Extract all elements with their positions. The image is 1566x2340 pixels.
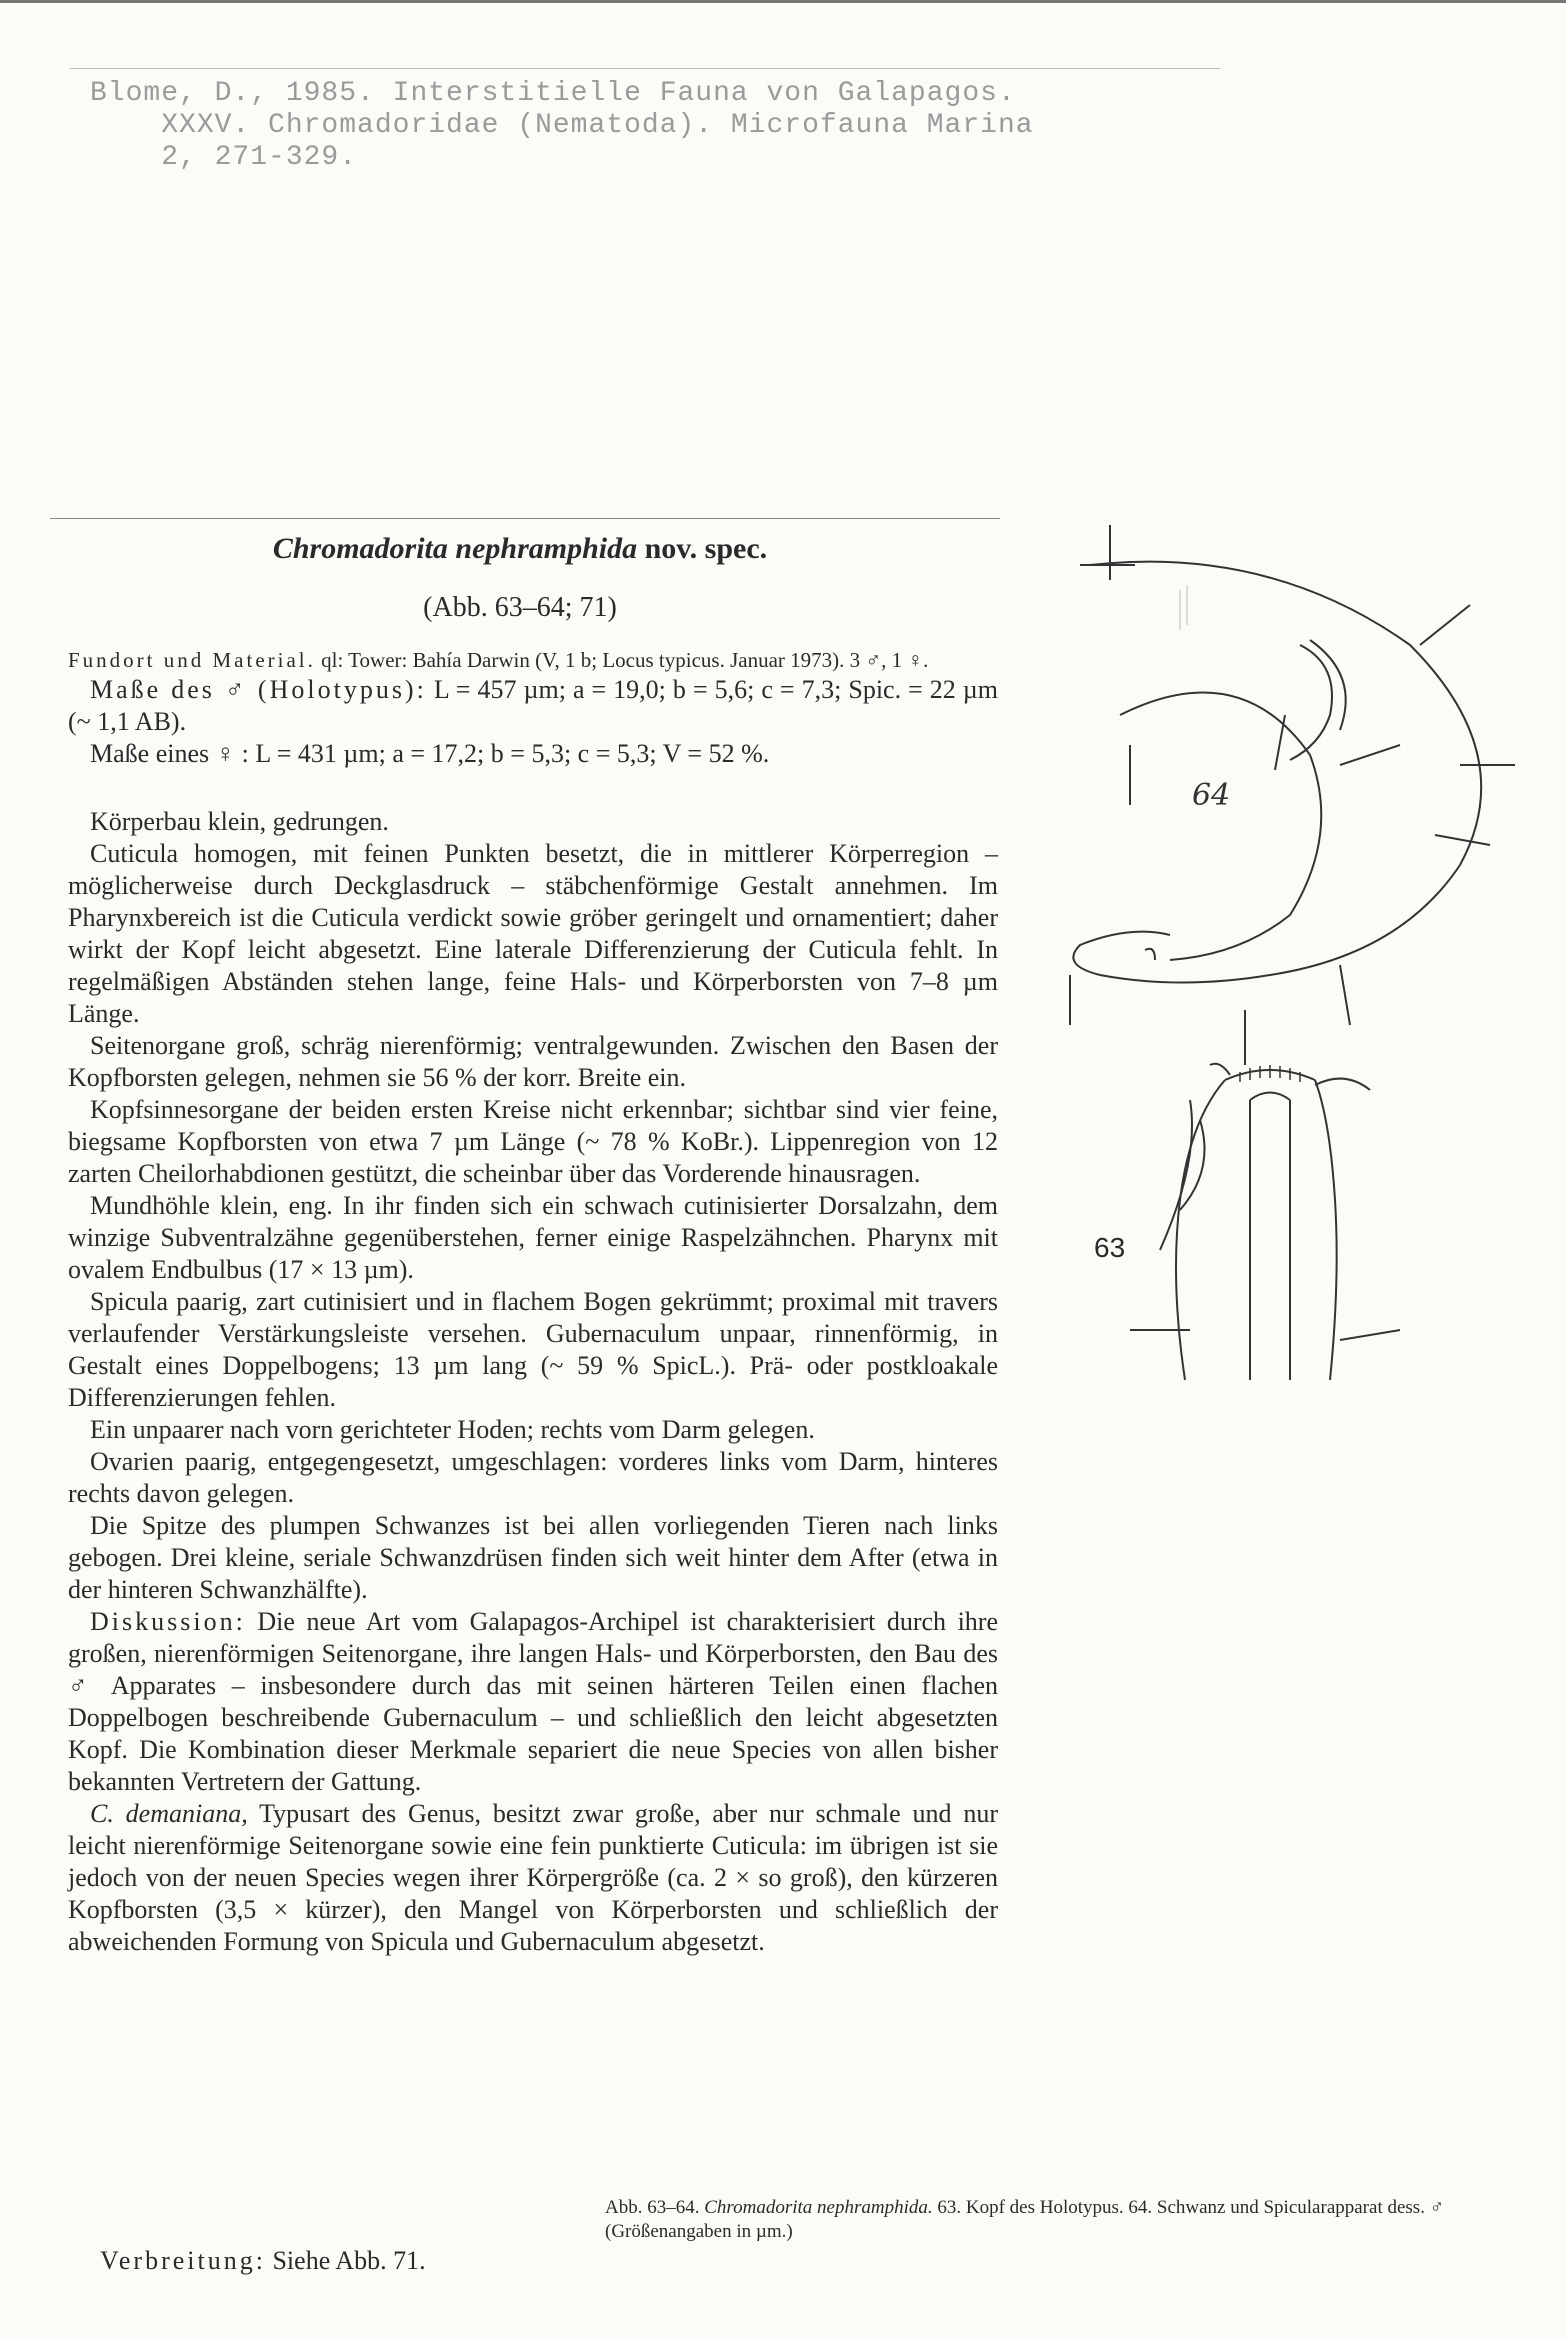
caption-species: Chromadorita nephramphida. bbox=[704, 2197, 933, 2218]
caption-text: 63. Kopf des Holotypus. 64. Schwanz und Spicularapparat dess. ♂ (Größenangaben in µm.) bbox=[605, 2197, 1444, 2242]
citation-line-3: 2, 271-329. bbox=[90, 142, 358, 173]
cephalic-seta-left bbox=[1210, 1064, 1230, 1075]
figure-reference: (Abb. 63–64; 71) bbox=[423, 592, 617, 623]
paragraph-seitenorgane: Seitenorgane groß, schräg nierenförmig; ventralgewunden. Zwischen den Basen der Kopfborsten gelegen, nehmen sie 56 % der korr. Breite ein. bbox=[68, 1031, 998, 1092]
paragraph-ovarien: Ovarien paarig, entgegengesetzt, umgeschlagen: vorderes links vom Darm, hinteres rechts davon gelegen. bbox=[68, 1447, 998, 1508]
masse-male-label: Maße des ♂ (Holotypus): bbox=[90, 675, 427, 704]
verbreitung-text: Siehe Abb. 71. bbox=[272, 2246, 426, 2275]
demaniana-text: Typusart des Genus, besitzt zwar große, aber nur schmale und nur leicht nierenförmige Seitenorgane sowie eine fein punktierte Cuticula: im übrigen ist sie jedoch von der neuen Species wegen ihrer Körpergröße (ca. 2 × so groß), den kürzeren Kopfborsten (3,5 × kürzer), den Mangel von Körperborsten und schließlich der abweichenden Formung von Spicula und Gubernaculum abgesetzt. bbox=[68, 1799, 999, 1956]
species-description bbox=[68, 646, 998, 1958]
seta-4 bbox=[1435, 835, 1490, 845]
citation-header bbox=[90, 78, 1290, 174]
demaniana-species: C. demaniana, bbox=[90, 1799, 248, 1828]
figure-63-label: 63 bbox=[1094, 1232, 1126, 1263]
paragraph-mundhoehle: Mundhöhle klein, eng. In ihr finden sich ein schwach cutinisierter Dorsalzahn, dem winzige Subventralzähne gegenüberstehen, ferner einige Raspelzähnchen. Pharynx mit ovalem Endbulbus (17 × 13 µm). bbox=[68, 1191, 998, 1284]
paragraph-spicula: Spicula paarig, zart cutinisiert und in flachem Bogen gekrümmt; proximal mit travers verlaufender Verstärkungsleiste versehen. Gubernaculum unpaar, rinnenförmig, in Gestalt eines Doppelbogens; 13 µm lang (~ 59 % SpicL.). Prä- oder postkloakale Differenzierungen fehlen. bbox=[68, 1287, 998, 1412]
paragraph-cuticula: Cuticula homogen, mit feinen Punkten besetzt, die in mittlerer Körperregion – möglicherweise durch Deckglasdruck – stäbchenförmige Gestalt annehmen. Im Pharynxbereich ist die Cuticula verdickt sowie gröber geringelt und ornamentiert; daher wirkt der Kopf leicht abgesetzt. Eine laterale Differenzierung der Cuticula fehlt. In regelmäßigen Abständen stehen lange, feine Hals- und Körperborsten von 7–8 µm Länge. bbox=[68, 839, 998, 1028]
fundort-label: Fundort und Material. bbox=[68, 648, 316, 672]
amphid-left bbox=[1160, 1100, 1192, 1250]
figure-63-head-drawing bbox=[1130, 1060, 1530, 1380]
fundort-paragraph bbox=[68, 646, 998, 674]
paragraph-demaniana bbox=[68, 1798, 998, 1958]
species-name: Chromadorita nephramphida bbox=[272, 532, 638, 565]
paragraph-koerperbau: Körperbau klein, gedrungen. bbox=[90, 807, 389, 836]
diskussion-label: Diskussion: bbox=[90, 1607, 246, 1636]
figure-64-tail-drawing bbox=[1040, 505, 1560, 1065]
head-outline-right bbox=[1315, 1080, 1337, 1380]
neck-seta-right bbox=[1340, 1330, 1400, 1340]
paragraph-hoden: Ein unpaarer nach vorn gerichteter Hoden; rechts vom Darm gelegen. bbox=[90, 1415, 815, 1444]
caption-prefix: Abb. 63–64. bbox=[605, 2197, 700, 2218]
diskussion-text: Die neue Art vom Galapagos-Archipel ist charakterisiert durch ihre großen, nierenförmigen Seitenorgane, ihre langen Hals- und Körperborsten, den Bau des ♂ Apparates – insbesondere durch das mit seinen härteren Teilen einen flachen Doppelbogen beschreibende Gubernaculum – und schließlich den leicht abgesetzten Kopf. Die Kombination dieser Merkmale separiert die neue Species von allen bisher bekannten Vertretern der Gattung. bbox=[68, 1607, 998, 1796]
masse-male bbox=[68, 674, 998, 738]
tail-inner-outline bbox=[1120, 693, 1321, 961]
seta-7 bbox=[1275, 715, 1285, 770]
citation-line-1: Blome, D., 1985. Interstitielle Fauna von Galapagos. bbox=[90, 78, 1016, 109]
cephalic-seta-right bbox=[1315, 1079, 1370, 1090]
title-rule bbox=[50, 518, 1000, 519]
species-suffix: nov. spec. bbox=[644, 532, 768, 565]
figure-caption bbox=[605, 2196, 1560, 2244]
masse-female: Maße eines ♀ : L = 431 µm; a = 17,2; b = 5,3; c = 5,3; V = 52 %. bbox=[90, 739, 770, 768]
citation-line-2: XXXV. Chromadoridae (Nematoda). Microfauna Marina bbox=[90, 110, 1034, 141]
anal-mark bbox=[1145, 949, 1155, 960]
paragraph-schwanz: Die Spitze des plumpen Schwanzes ist bei allen vorliegenden Tieren nach links gebogen. Drei kleine, seriale Schwanzdrüsen finden sich weit hinter dem After (etwa in der hinteren Schwanzhälfte). bbox=[68, 1511, 998, 1604]
verbreitung bbox=[100, 2246, 426, 2276]
seta-10 bbox=[1340, 965, 1350, 1025]
seta-3 bbox=[1420, 605, 1470, 645]
tail-tip bbox=[1073, 932, 1170, 975]
fundort-text: ql: Tower: Bahía Darwin (V, 1 b; Locus typicus. Januar 1973). 3 ♂, 1 ♀. bbox=[321, 648, 929, 672]
seta-8 bbox=[1340, 745, 1400, 765]
species-title bbox=[0, 532, 1040, 566]
gubernaculum bbox=[1310, 640, 1346, 730]
verbreitung-label: Verbreitung: bbox=[100, 2246, 266, 2275]
paragraph-diskussion bbox=[68, 1606, 998, 1798]
page-top-rule bbox=[0, 0, 1566, 3]
paragraph-kopfsinnesorgane: Kopfsinnesorgane der beiden ersten Kreise nicht erkennbar; sichtbar sind vier feine, biegsame Kopfborsten von etwa 7 µm Länge (~ 78 % KoBr.). Lippenregion von 12 zarten Cheilorhabdionen gestützt, die scheinbar über das Vorderende hinausragen. bbox=[68, 1095, 998, 1188]
masse-male-text: L = 457 µm; a = 19,0; b = 5,6; c = 7,3; Spic. = 22 µm (~ 1,1 AB). bbox=[68, 675, 999, 736]
spicule bbox=[1290, 645, 1332, 760]
mouth-cavity bbox=[1250, 1093, 1290, 1101]
citation-rule bbox=[70, 68, 1220, 69]
figure-64-label: 64 bbox=[1192, 778, 1231, 813]
